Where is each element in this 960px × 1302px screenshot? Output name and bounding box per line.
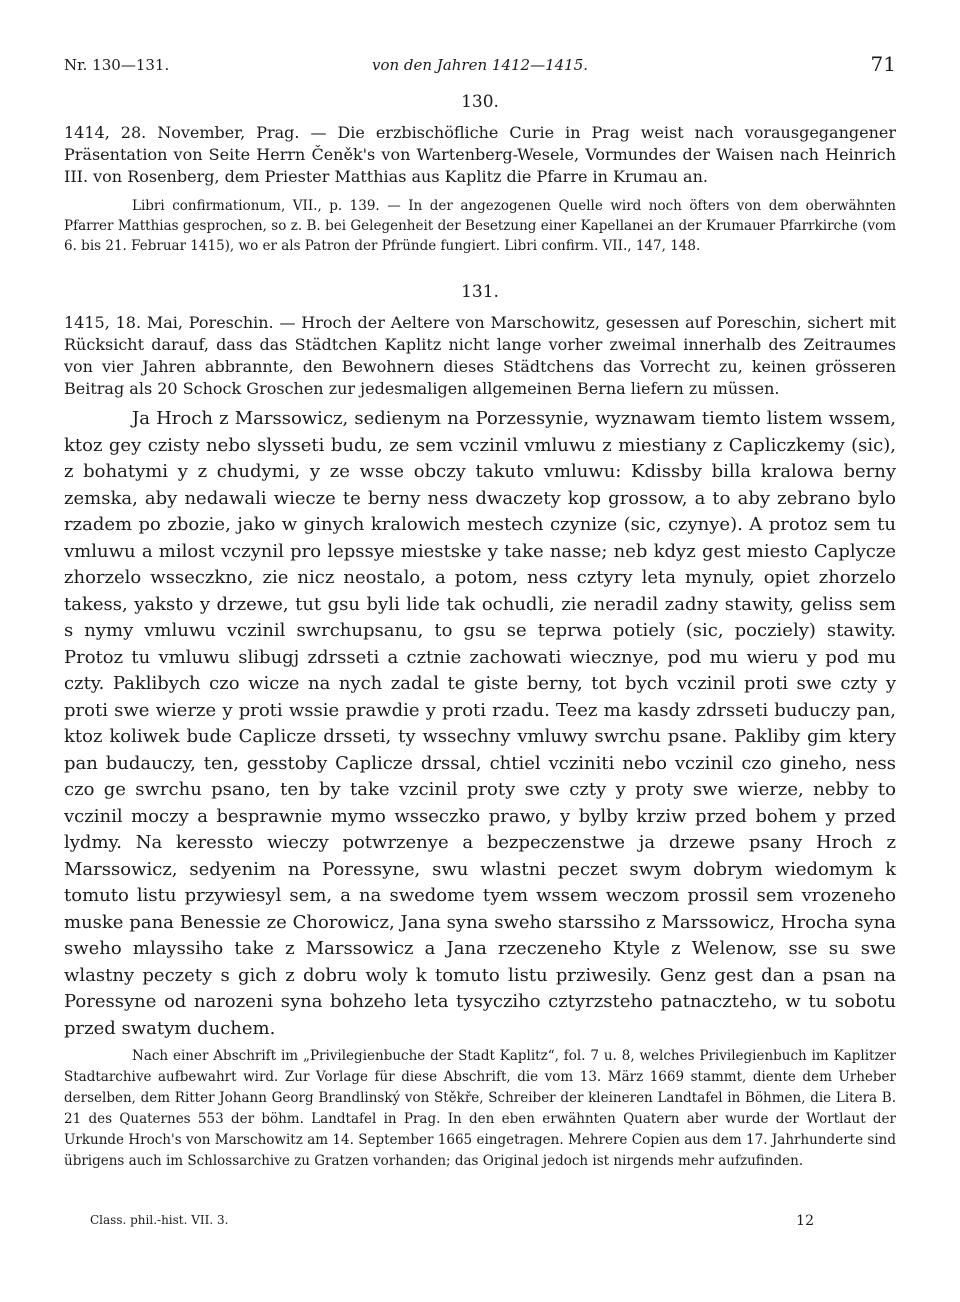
charter-text-131 xyxy=(64,406,896,1042)
source-note-130 xyxy=(64,196,896,256)
charter-text: Ja Hroch z Marssowicz, sedienym na Porzessynie, wyznawam tiemto listem wssem, ktoz gey czisty nebo slysseti budu, ze sem vczinil vmluwu z miestiany z Capliczkemy (sic), z bohatymi y z chudymi, y ze wsse obczy takuto vmluwu: Kdissby billa kralowa berny zemska, aby nedawali wiecze te berny ness dwaczety kop grossow, a to aby zebrano bylo rzadem po zbozie, jako w ginych kralowich mestech czynize (sic, czynye). A protoz sem tu vmluwu a milost vczynil pro lepssye miestske y take nasse; neb kdyz gest miesto Caplycze zhorzelo wsseczkno, zie nicz neostalo, a potom, ness cztyry leta mynuly, opiet zhorzelo takess, yaksto y drzewe, tut gsu byli lide tak ochudli, zie neradil zadny stawity, geliss sem s nymy vmluwu vczinil swrchupsanu, to gsu se teprwa potiely (sic, pocziely) stawity. Protoz tu vmluwu slibugj zdrsseti a cztnie zachowati wiecznye, pod mu wieru y pod mu czty. Paklibych czo wicze na nych zadal te giste berny, tot bych vczinil proti swe czty y proti swe wierze y proti wssie prawdie y proti rzadu. Teez ma kasdy zdrsseti buduczy pan, ktoz koliwek bude Caplicze drsseti, ty wssechny vmluwy swrchu psane. Pakliby gim ktery pan budauczy, ten, gesstoby Caplicze drssal, chtiel vcziniti nebo vczinil czo gineho, ness czo ge swrchu psano, ten by take vzcinil proty swe czty y proty swe wierze, nebby to vczinil moczy a besprawnie mymo wsseczko prawo, y bylby krziw przed bohem y przed lydmy. Na keressto wieczy potwrzenye a bezpeczenstwe ja drzewe psany Hroch z Marssowicz, sedyenim na Poressyne, swu wlastni peczet swym dobrym wiedomym k tomuto listu przywiesyl sem, a na swedome tyem wssem weczom prossil sem vrozeneho muske pana Benessie ze Chorowicz, Jana syna sweho starssiho z Marssowicz, Hrocha syna sweho mlayssiho take z Marssowicz a Jana rzeczeneho Ktyle z Welenow, sse su swe wlastny peczety s gich z dobru woly k tomuto listu prziwesily. Genz gest dan a psan na Poressyne od narozeni syna bohzeho leta tysycziho cztyrzsteho patnaczteho, w tu sobotu przed swatym duchem. xyxy=(64,408,896,1039)
document-131 xyxy=(64,282,896,1172)
regest-131: 1415, 18. Mai, Poreschin. — Hroch der Aeltere von Marschowitz, gesessen auf Poreschin, sichert mit Rücksicht darauf, dass das Städtchen Kaplitz nicht lange vorher zweimal innerhalb des Zeitraumes von vier Jahren abbrannte, den Bewohnern dieses Städtchens das Vorrecht zu, keinen grösseren Beitrag als 20 Schock Groschen zur jedesmaligen allgemeinen Berna liefern zu müssen. xyxy=(64,313,896,398)
page-number: 71 xyxy=(870,52,896,76)
page xyxy=(64,48,896,1172)
document-130 xyxy=(64,92,896,256)
regest-130: 1414, 28. November, Prag. — Die erzbischöfliche Curie in Prag weist nach vorausgegangener Präsentation von Seite Herrn Čeněk's von Wartenberg-Wesele, Vormundes der Waisen nach Heinrich III. von Rosenberg, dem Priester Matthias aus Kaplitz die Pfarre in Krumau an. xyxy=(64,123,896,186)
footer-series-label: Class. phil.-hist. VII. 3. xyxy=(90,1213,229,1227)
header-title: von den Jahren 1412—1415. xyxy=(371,56,589,74)
running-header xyxy=(64,48,896,78)
header-document-range: Nr. 130—131. xyxy=(64,56,170,74)
document-number: 130. xyxy=(461,92,499,112)
source-note-131 xyxy=(64,1046,896,1172)
source-note-text: Nach einer Abschrift im „Privilegienbuche der Stadt Kaplitz“, fol. 7 u. 8, welches Privilegienbuch im Kaplitzer Stadtarchive aufbewahrt wird. Zur Vorlage für diese Abschrift, die vom 13. März 1669 stammt, diente dem Urheber derselben, dem Ritter Johann Georg Brandlinský von Stěkře, Schreiber der kleineren Landtafel in Böhmen, die Litera B. 21 des Quaternes 553 der böhm. Landtafel in Prag. In den eben erwähnten Quatern aber wurde der Wortlaut der Urkunde Hroch's von Marschowitz am 14. September 1665 eingetragen. Mehrere Copien aus dem 17. Jahrhunderte sind übrigens auch im Schlossarchive zu Gratzen vorhanden; das Original jedoch ist nirgends mehr aufzufinden. xyxy=(64,1048,896,1169)
source-note-text: Libri confirmationum, VII., p. 139. — In der angezogenen Quelle wird noch öfters von dem oberwähnten Pfarrer Matthias gesprochen, so z. B. bei Gelegenheit der Besetzung einer Kapellanei an der Krumauer Pfarrkirche (vom 6. bis 21. Februar 1415), wo er als Patron der Pfründe fungiert. Libri confirm. VII., 147, 148. xyxy=(64,198,896,254)
document-number: 131. xyxy=(461,282,499,302)
footer-signature-number: 12 xyxy=(796,1213,814,1229)
